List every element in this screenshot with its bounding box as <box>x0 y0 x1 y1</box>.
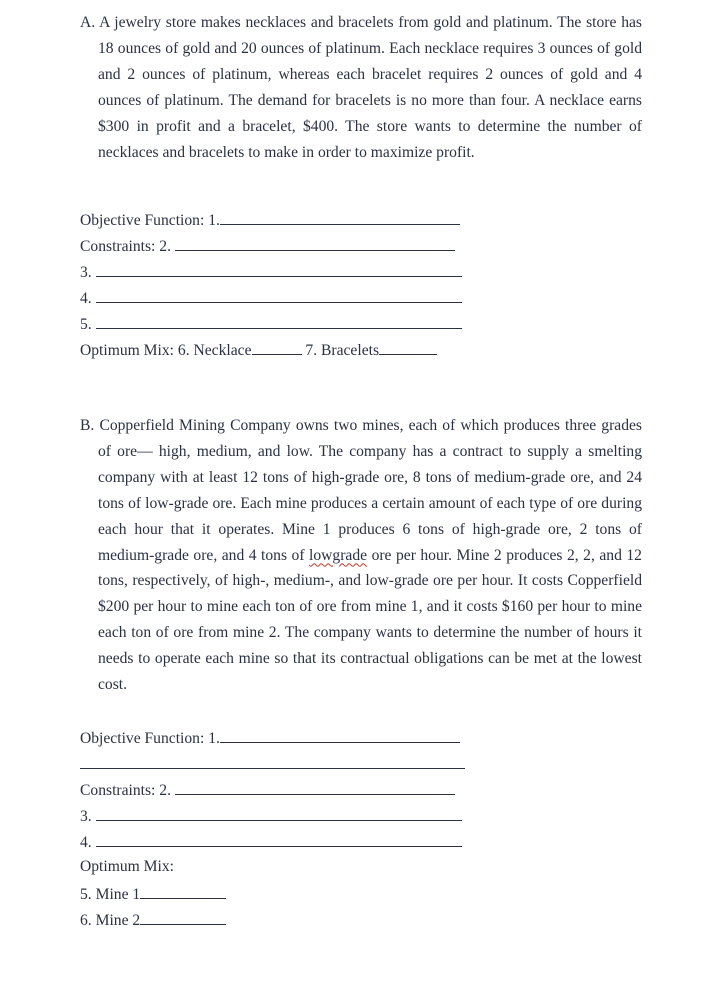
problem-a-item4-line <box>80 287 462 309</box>
problem-b-mine1-line <box>80 883 226 905</box>
problem-b-mine2-label: 6. Mine 2 <box>80 912 141 929</box>
problem-b-objective-label: Objective Function: 1. <box>80 730 220 747</box>
problem-a-text <box>80 10 642 165</box>
problem-b-mine1-blank[interactable] <box>140 883 226 899</box>
problem-a-constraints-line <box>80 235 455 257</box>
problem-a-item4-label: 4. <box>80 290 92 307</box>
problem-b-body-start: Copperfield Mining Company owns two mines, each of which produces three grades of ore— high, medium, and low. The company has a contract to supply a smelting company with at least 12 tons of high-grade ore, 8 tons of medium-grade ore, and 24 tons of low-grade ore. Each mine produces a certain amount of each type of ore during each hour that it operates. Mine 1 produces 6 tons of high-grade ore, 2 tons of medium-grade ore, and 4 tons of <box>98 417 642 564</box>
problem-b-body-end: ore per hour. Mine 2 produces 2, 2, and 12 tons, respectively, of high-, medium-, and low-grade ore per hour. It costs Copperfield $200 per hour to mine each ton of ore from mine 1, and it costs $160 per hour to mine each ton of ore from mine 2. The company wants to determine the number of hours it needs to operate each mine so that its contractual obligations can be met at the lowest cost. <box>98 546 642 694</box>
problem-a-optimum-label: Optimum Mix: 6. Necklace <box>80 342 252 359</box>
problem-b-optimum-label: Optimum Mix: <box>80 858 175 875</box>
problem-b-mine2-blank[interactable] <box>140 909 226 925</box>
problem-a-constraint-5-blank[interactable] <box>96 313 462 329</box>
problem-a-body: A jewelry store makes necklaces and bracelets from gold and platinum. The store has 18 ounces of gold and 20 ounces of platinum. Each necklace requires 3 ounces of gold and 2 ounces of platinum, whereas each bracelet requires 2 ounces of gold and 4 ounces of platinum. The demand for bracelets is no more than four. A necklace earns $300 in profit and a bracelet, $400. The store wants to determine the number of necklaces and bracelets to make in order to maximize profit. <box>98 14 642 161</box>
problem-a-constraint-2-blank[interactable] <box>175 235 455 251</box>
problem-b-item4-line <box>80 831 462 853</box>
problem-a-label: A. <box>80 14 96 31</box>
problem-b-item3-line <box>80 805 462 827</box>
problem-b-constraint-2-blank[interactable] <box>175 779 455 795</box>
problem-a-optimum-line <box>80 339 437 361</box>
problem-b-objective-continuation-blank[interactable] <box>80 768 465 769</box>
problem-b-constraints-line <box>80 779 455 801</box>
problem-a-item5-label: 5. <box>80 316 92 333</box>
problem-b-mine1-label: 5. Mine 1 <box>80 886 141 903</box>
problem-a-objective-blank[interactable] <box>220 209 460 225</box>
problem-a-necklace-blank[interactable] <box>252 339 302 355</box>
problem-a-constraint-3-blank[interactable] <box>96 261 462 277</box>
problem-b-label: B. <box>80 417 95 434</box>
problem-b-constraints-label: Constraints: 2. <box>80 782 171 799</box>
problem-a-item3-line <box>80 261 462 283</box>
problem-a-constraint-4-blank[interactable] <box>96 287 462 303</box>
problem-b-optimum-line <box>80 857 174 877</box>
problem-b-mine2-line <box>80 909 226 931</box>
problem-b-constraint-4-blank[interactable] <box>96 831 462 847</box>
problem-b-objective-line <box>80 727 460 749</box>
problem-b-text <box>80 413 642 698</box>
problem-a-bracelets-label: 7. Bracelets <box>305 342 380 359</box>
problem-a-bracelets-blank[interactable] <box>379 339 437 355</box>
problem-b-constraint-3-blank[interactable] <box>96 805 462 821</box>
spellcheck-flagged-word: lowgrade <box>309 546 368 564</box>
problem-b-item3-label: 3. <box>80 808 92 825</box>
problem-a-item3-label: 3. <box>80 264 92 281</box>
problem-a-objective-line <box>80 209 460 231</box>
problem-a-constraints-label: Constraints: 2. <box>80 238 171 255</box>
problem-a-item5-line <box>80 313 462 335</box>
problem-b-objective-blank[interactable] <box>220 727 460 743</box>
problem-a-objective-label: Objective Function: 1. <box>80 212 220 229</box>
problem-b-item4-label: 4. <box>80 834 92 851</box>
